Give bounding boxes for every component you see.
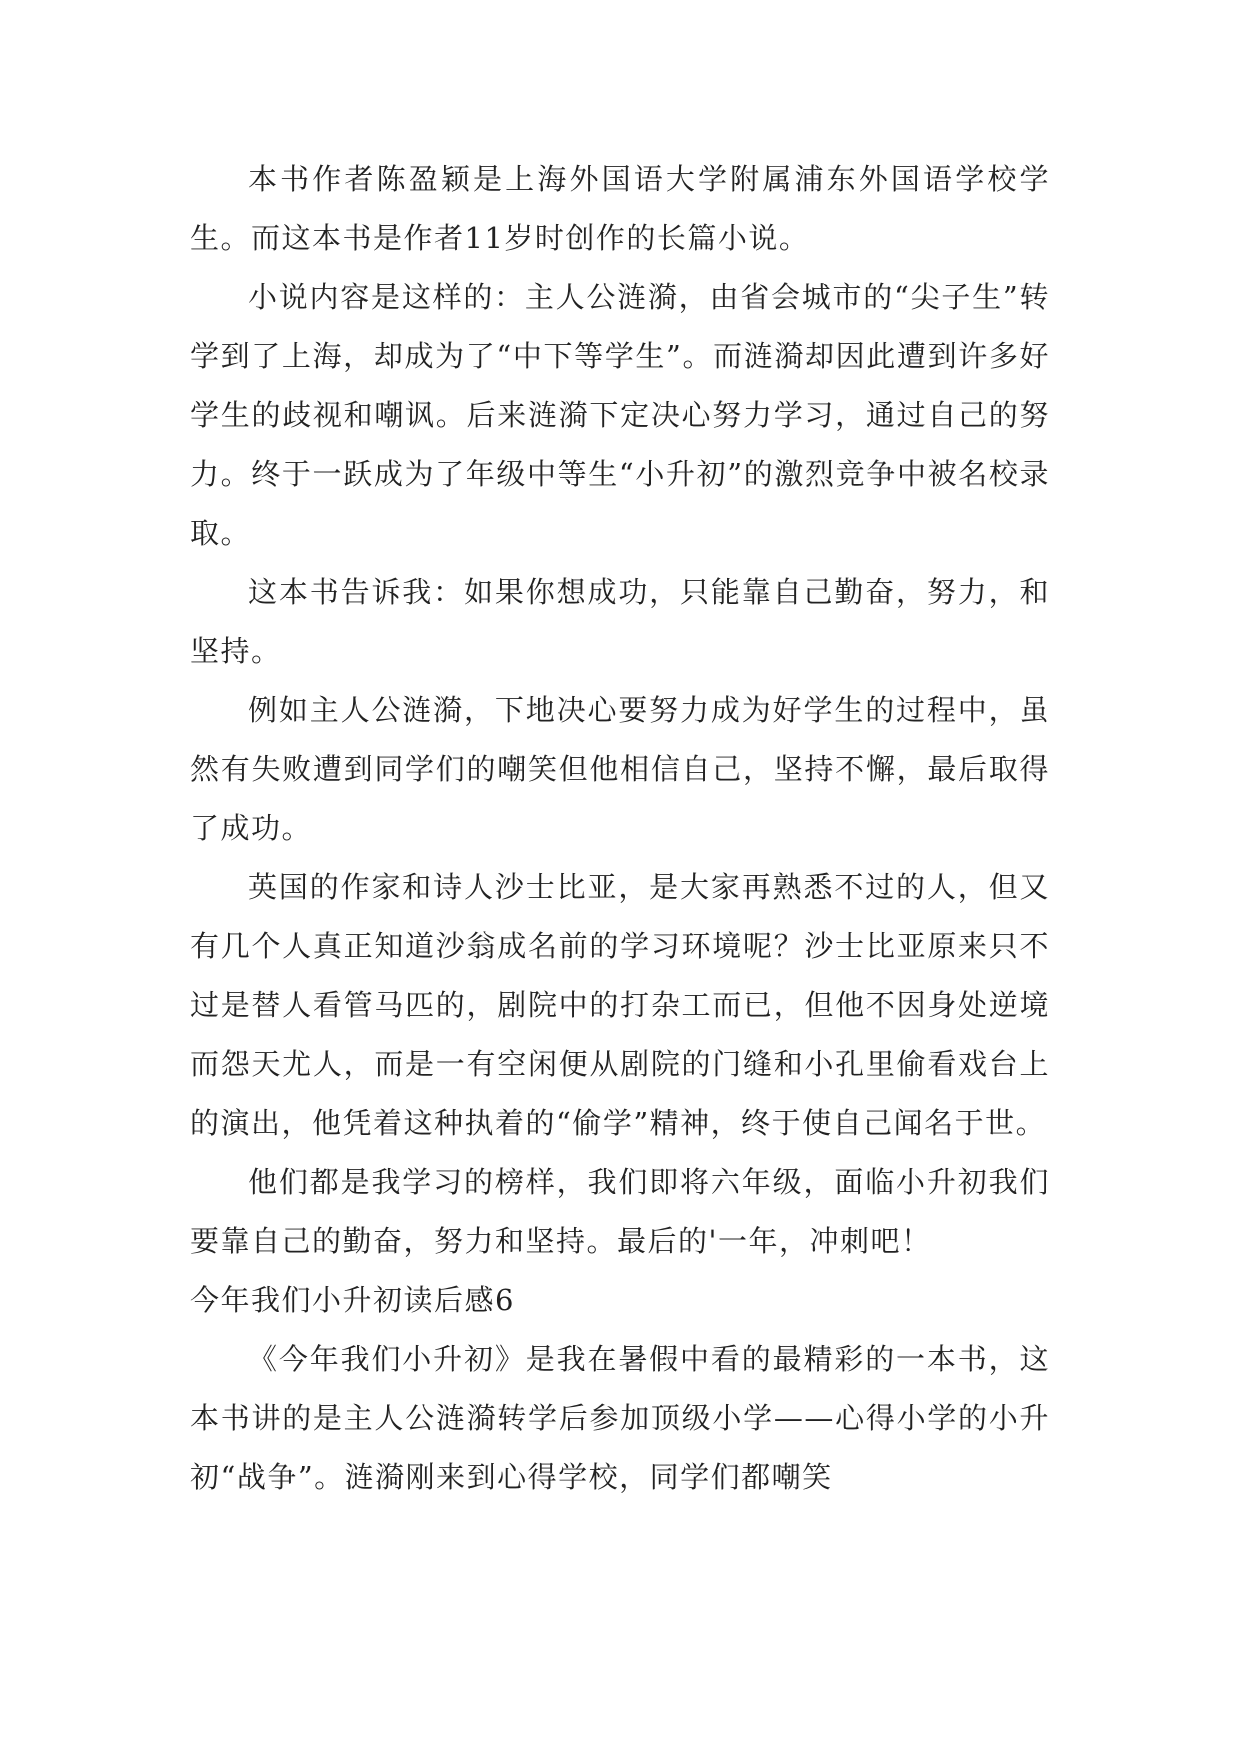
paragraph-example: 例如主人公涟漪，下地决心要努力成为好学生的过程中，虽然有失败遭到同学们的嘲笑但他相信自己，坚持不懈，最后取得了成功。 — [190, 693, 1050, 845]
paragraph-lesson: 这本书告诉我：如果你想成功，只能靠自己勤奋，努力，和坚持。 — [190, 575, 1050, 668]
paragraph-author-intro: 本书作者陈盈颖是上海外国语大学附属浦东外国语学校学生。而这本书是作者11岁时创作的长篇小说。 — [190, 162, 1050, 255]
paragraph-story-summary: 小说内容是这样的：主人公涟漪，由省会城市的“尖子生”转学到了上海，却成为了“中下等学生”。而涟漪却因此遭到许多好学生的歧视和嘲讽。后来涟漪下定决心努力学习，通过自己的努力。终于一跃成为了年级中等生“小升初”的激烈竞争中被名校录取。 — [190, 280, 1050, 550]
section-heading: 今年我们小升初读后感6 — [190, 1283, 515, 1317]
paragraph-next-essay: 《今年我们小升初》是我在暑假中看的最精彩的一本书，这本书讲的是主人公涟漪转学后参加顶级小学——心得小学的小升初“战争”。涟漪刚来到心得学校，同学们都嘲笑 — [190, 1342, 1050, 1494]
paragraph-conclusion: 他们都是我学习的榜样，我们即将六年级，面临小升初我们要靠自己的勤奋，努力和坚持。最后的'一年，冲刺吧！ — [190, 1165, 1050, 1258]
paragraph-shakespeare: 英国的作家和诗人沙士比亚，是大家再熟悉不过的人，但又有几个人真正知道沙翁成名前的学习环境呢？沙士比亚原来只不过是替人看管马匹的，剧院中的打杂工而已，但他不因身处逆境而怨天尤人，而是一有空闲便从剧院的门缝和小孔里偷看戏台上的演出，他凭着这种执着的“偷学”精神，终于使自己闻名于世。 — [190, 870, 1050, 1140]
document-body — [190, 150, 1050, 1507]
